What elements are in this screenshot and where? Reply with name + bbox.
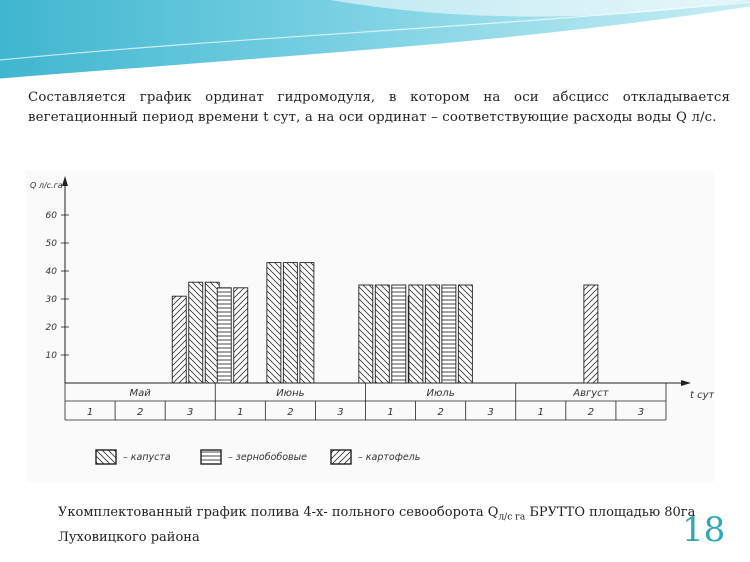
decade-label: 2 (437, 407, 444, 418)
legend-label-cabbage: – капуста (123, 452, 171, 463)
bar-cabbage (267, 263, 281, 383)
page-number: 18 (682, 510, 726, 550)
decade-label: 1 (86, 407, 94, 418)
decade-label: 1 (387, 407, 394, 418)
caption-prefix: Укомплектованный график полива 4-х- польного севооборота Q (58, 505, 499, 520)
legend-swatch-cabbage (96, 450, 116, 464)
y-tick-label: 20 (45, 323, 57, 333)
decade-label: 2 (287, 407, 294, 418)
decade-label: 2 (587, 407, 595, 418)
y-tick-label: 60 (45, 211, 57, 221)
bar-cabbage (189, 282, 203, 383)
bar-grain (217, 288, 231, 383)
decade-label: 1 (237, 407, 244, 418)
intro-text: Составляется график ординат гидромодуля, в котором на оси абсцисс откладывается вегетационный период времени t сут, а на оси ординат – соответствующие расходы воды Q л/с. (28, 90, 730, 125)
caption-suffix: БРУТТО площадью 80га Луховицкого района (58, 505, 696, 545)
legend-swatch-grain (201, 450, 221, 464)
bar-cabbage (359, 285, 373, 383)
bar-cabbage (458, 285, 472, 383)
bar-grain (392, 285, 406, 383)
chart-caption (58, 503, 698, 548)
bar-cabbage (409, 285, 423, 383)
bar-potato (172, 296, 186, 383)
bar-cabbage (375, 285, 389, 383)
decade-label: 3 (487, 407, 494, 418)
bar-cabbage (283, 263, 297, 383)
y-tick-label: 30 (45, 295, 57, 305)
y-tick-label: 10 (45, 351, 57, 361)
bar-grain (442, 285, 456, 383)
month-label: Июнь (276, 388, 305, 399)
month-label: Июль (426, 388, 455, 399)
legend-label-grain: – зернобобовые (228, 452, 308, 463)
y-tick-label: 40 (45, 267, 57, 277)
decade-label: 3 (187, 407, 194, 418)
decade-label: 2 (136, 407, 144, 418)
decade-label: 3 (637, 407, 645, 418)
month-label: Май (129, 388, 151, 399)
legend-swatch-potato (331, 450, 351, 464)
month-label: Август (573, 388, 609, 399)
legend (96, 450, 420, 464)
x-axis-label: t сут (690, 390, 714, 401)
bar-potato (584, 285, 598, 383)
irrigation-chart (26, 170, 714, 482)
legend-label-potato: – картофель (358, 452, 421, 463)
bar-potato (234, 288, 248, 383)
y-axis-label: Q л/с.га (30, 181, 63, 190)
decade-label: 3 (337, 407, 344, 418)
header-wave-decoration (0, 0, 750, 90)
decade-label: 1 (537, 407, 544, 418)
caption-subscript: л/с га (498, 512, 526, 523)
y-tick-label: 50 (45, 239, 57, 249)
bar-cabbage (300, 263, 314, 383)
bar-cabbage (425, 285, 439, 383)
